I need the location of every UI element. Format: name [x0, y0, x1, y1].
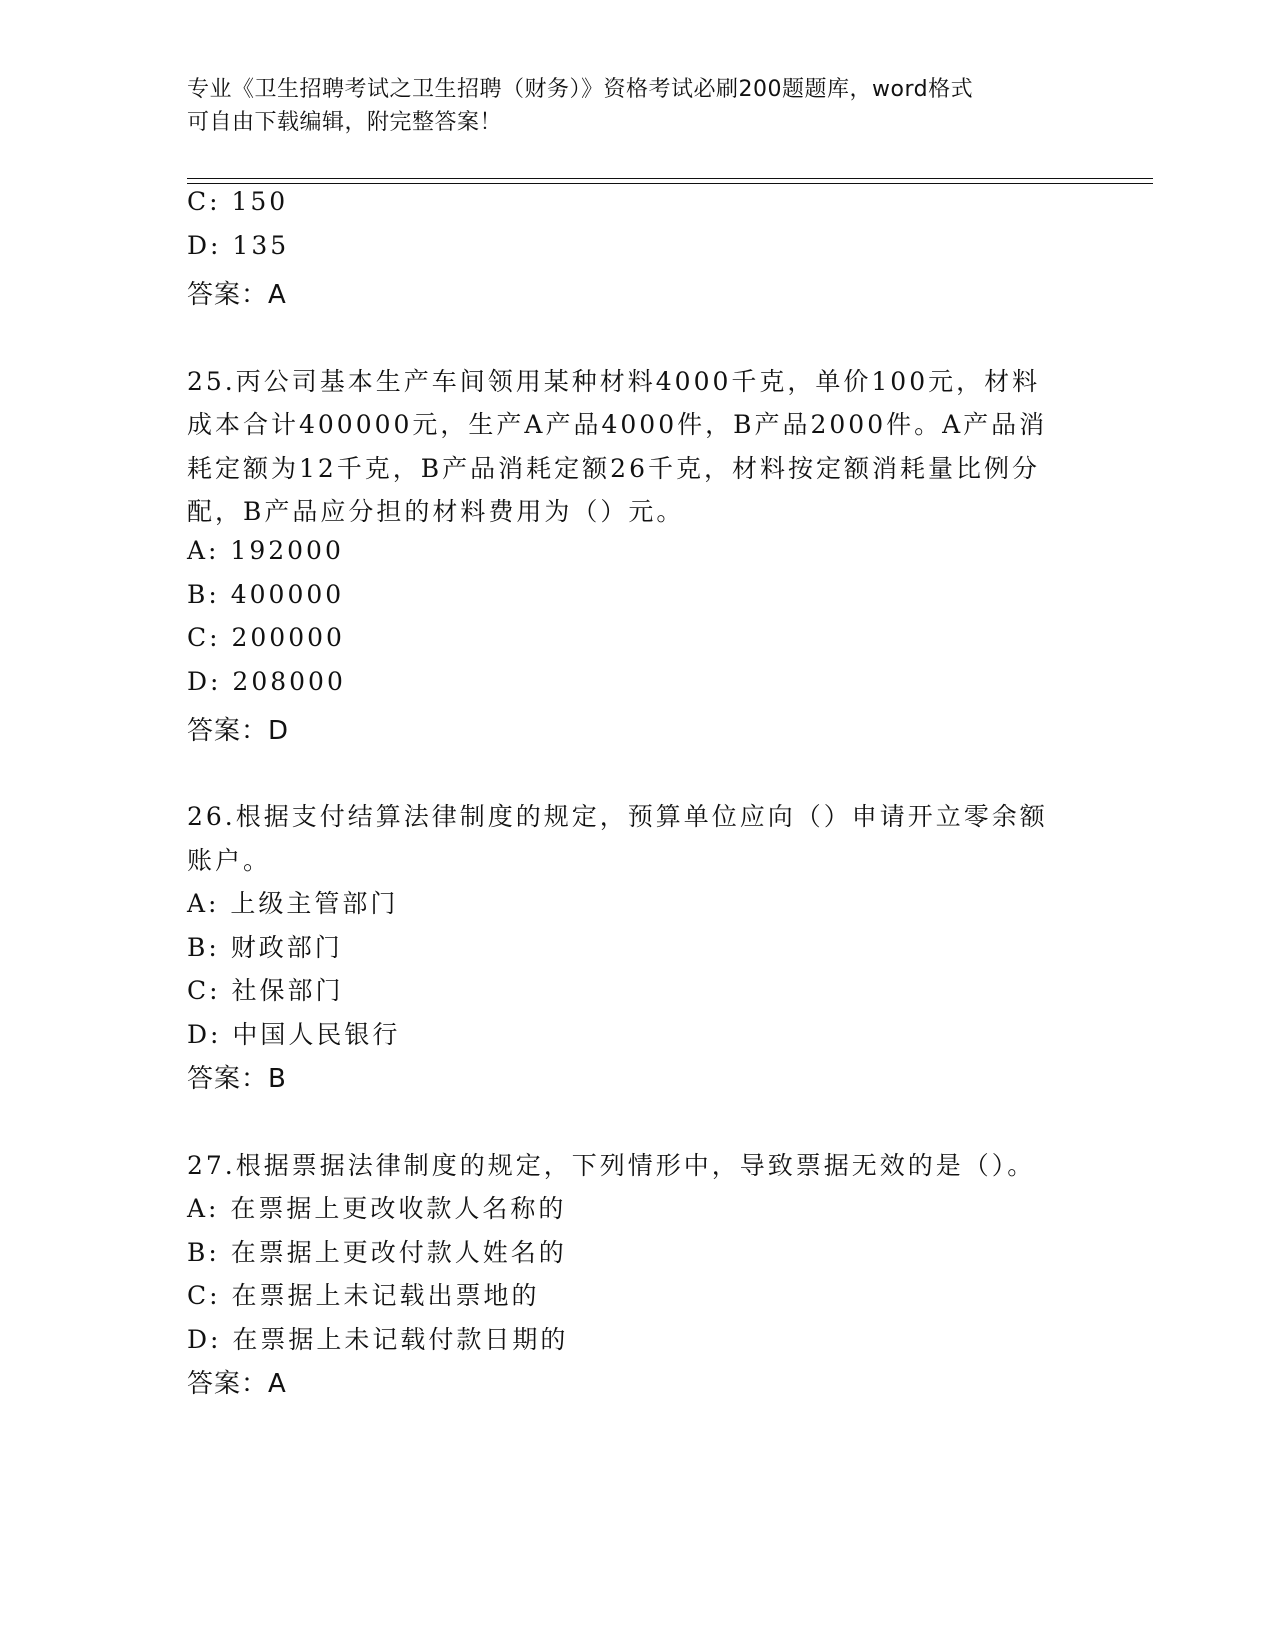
q26-option-a: A: 上级主管部门 [187, 889, 399, 918]
q27-option-d: D: 在票据上未记载付款日期的 [187, 1325, 569, 1354]
q25-stem-line-2: 成本合计400000元，生产A产品4000件，B产品2000件。A产品消 [187, 410, 1048, 439]
q25-option-b: B: 400000 [187, 580, 345, 609]
header-divider [187, 178, 1153, 184]
q26-stem-line-1: 26.根据支付结算法律制度的规定，预算单位应向（）申请开立零余额 [187, 802, 1048, 831]
q25-stem-line-1: 25.丙公司基本生产车间领用某种材料4000千克，单价100元，材料 [187, 367, 1041, 396]
q25-stem-line-3: 耗定额为12千克，B产品消耗定额26千克，材料按定额消耗量比例分 [187, 454, 1040, 483]
q26-option-d: D: 中国人民银行 [187, 1020, 401, 1049]
q25-option-a: A: 192000 [187, 536, 344, 565]
q27-answer: 答案：A [187, 1369, 287, 1399]
prev-question-option-d: D: 135 [187, 231, 290, 260]
q27-option-b: B: 在票据上更改付款人姓名的 [187, 1238, 567, 1267]
q25-option-c: C: 200000 [187, 623, 345, 652]
prev-question-option-c: C: 150 [187, 187, 289, 216]
q27-stem-line-1: 27.根据票据法律制度的规定，下列情形中，导致票据无效的是（）。 [187, 1151, 1036, 1180]
q25-option-d: D: 208000 [187, 667, 346, 696]
header-title-line-2: 可自由下载编辑，附完整答案！ [187, 110, 503, 135]
q26-option-b: B: 财政部门 [187, 933, 343, 962]
page-header [187, 73, 1067, 139]
q25-answer: 答案：D [187, 716, 290, 746]
q26-stem-line-2: 账户。 [187, 846, 272, 875]
q25-stem-line-4: 配，B产品应分担的材料费用为（）元。 [187, 497, 685, 526]
header-title-line-1: 专业《卫生招聘考试之卫生招聘（财务）》资格考试必刷200题题库，word格式 [187, 77, 974, 102]
q27-option-c: C: 在票据上未记载出票地的 [187, 1281, 540, 1310]
prev-question-answer: 答案：A [187, 280, 287, 310]
q26-option-c: C: 社保部门 [187, 976, 344, 1005]
q26-answer: 答案：B [187, 1064, 287, 1094]
q27-option-a: A: 在票据上更改收款人名称的 [187, 1194, 567, 1223]
